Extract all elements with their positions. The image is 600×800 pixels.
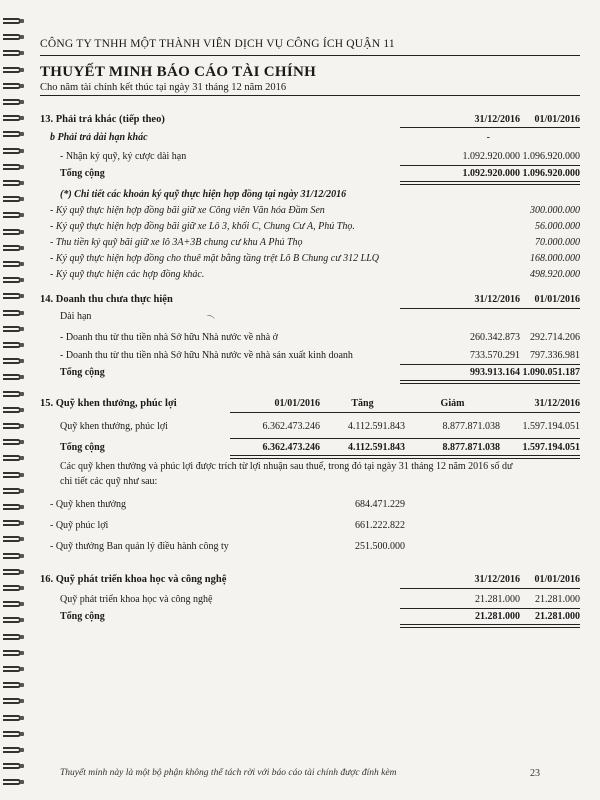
spiral-ring bbox=[3, 342, 21, 348]
fund-row bbox=[40, 518, 580, 533]
spiral-binding bbox=[0, 0, 26, 800]
detail-row bbox=[40, 203, 580, 218]
punch-hole bbox=[20, 554, 24, 558]
punch-hole bbox=[20, 262, 24, 266]
detail-row-value: 300.000.000 bbox=[530, 205, 580, 216]
punch-hole bbox=[20, 343, 24, 347]
detail-row bbox=[40, 267, 580, 282]
s14-header-row bbox=[40, 292, 580, 307]
spiral-ring bbox=[3, 553, 21, 559]
spiral-ring bbox=[3, 569, 21, 575]
s16-title: 16. Quỹ phát triển khoa học và công nghệ bbox=[40, 574, 227, 585]
spiral-ring bbox=[3, 472, 21, 478]
s13-col2-header: 01/01/2016 bbox=[534, 114, 580, 125]
spiral-ring bbox=[3, 180, 21, 186]
s15-header-rule bbox=[230, 412, 580, 413]
detail-row-label: - Ký quỹ thực hiện hợp đồng cho thuê mặt bằng tầng trệt Lô B Chung cư 312 LLQ bbox=[50, 253, 379, 264]
s16-header-row bbox=[40, 572, 580, 587]
detail-row-value: 168.000.000 bbox=[530, 253, 580, 264]
fund-row-value: 251.500.000 bbox=[355, 541, 405, 552]
s16-row-label: Quỹ phát triển khoa học và công nghệ bbox=[60, 594, 213, 605]
detail-row-value: 56.000.000 bbox=[535, 221, 580, 232]
punch-hole bbox=[20, 586, 24, 590]
spiral-ring bbox=[3, 310, 21, 316]
spiral-ring bbox=[3, 83, 21, 89]
detail-row-label: - Thu tiền ký quỹ bãi giữ xe lô 3A+3B chung cư khu A Phú Thọ bbox=[50, 237, 303, 248]
fund-row bbox=[40, 539, 580, 554]
spiral-ring bbox=[3, 455, 21, 461]
s15-total-v2: 4.112.591.843 bbox=[348, 442, 405, 453]
s16-total-double-rule bbox=[400, 624, 580, 628]
unearned-revenue-row-value: 797.336.981 bbox=[530, 350, 580, 361]
fund-row-value: 684.471.229 bbox=[355, 499, 405, 510]
spiral-ring bbox=[3, 18, 21, 24]
s15-note-text1: Các quỹ khen thưởng và phúc lợi được trích từ lợi nhuận sau thuế, trong đó tại ngày 31 tháng 12 năm 2016 số dư bbox=[60, 461, 513, 472]
company-name: CÔNG TY TNHH MỘT THÀNH VIÊN DỊCH VỤ CÔNG ÍCH QUẬN 11 bbox=[40, 38, 395, 50]
document-page bbox=[40, 38, 580, 628]
s13-total-double-rule bbox=[400, 181, 580, 185]
punch-hole bbox=[20, 84, 24, 88]
pen-mark: ⌒ bbox=[203, 313, 216, 327]
s15-total-row bbox=[40, 440, 580, 455]
footer-note: Thuyết minh này là một bộ phận không thể tách rời với báo cáo tài chính được đính kèm bbox=[60, 768, 397, 778]
detail-row-label: - Ký quỹ thực hiện hợp đồng bãi giữ xe Lô 3, khối C, Chung Cư A, Phú Thọ. bbox=[50, 221, 355, 232]
spiral-ring bbox=[3, 779, 21, 785]
fund-row-label: - Quỹ khen thưởng bbox=[50, 499, 126, 510]
punch-hole bbox=[20, 537, 24, 541]
punch-hole bbox=[20, 294, 24, 298]
s16-total-v2: 21.281.000 bbox=[535, 611, 580, 622]
punch-hole bbox=[20, 132, 24, 136]
punch-hole bbox=[20, 311, 24, 315]
spiral-ring bbox=[3, 212, 21, 218]
spiral-ring bbox=[3, 261, 21, 267]
s14-total-label: Tổng cộng bbox=[60, 367, 105, 378]
punch-hole bbox=[20, 424, 24, 428]
s14-sub-row bbox=[40, 309, 580, 324]
punch-hole bbox=[20, 505, 24, 509]
spiral-ring bbox=[3, 277, 21, 283]
s13-dash: - bbox=[486, 132, 490, 143]
punch-hole bbox=[20, 181, 24, 185]
spiral-ring bbox=[3, 358, 21, 364]
s14-total-row bbox=[40, 365, 580, 380]
punch-hole bbox=[20, 149, 24, 153]
detail-row-value: 70.000.000 bbox=[535, 237, 580, 248]
s13-total-v2: 1.096.920.000 bbox=[522, 168, 580, 179]
s14-title: 14. Doanh thu chưa thực hiện bbox=[40, 294, 173, 305]
spiral-ring bbox=[3, 99, 21, 105]
spiral-ring bbox=[3, 520, 21, 526]
spiral-ring bbox=[3, 115, 21, 121]
s13-row1 bbox=[40, 149, 580, 164]
s14-col2-header: 01/01/2016 bbox=[534, 294, 580, 305]
spiral-ring bbox=[3, 164, 21, 170]
spiral-ring bbox=[3, 131, 21, 137]
spiral-ring bbox=[3, 698, 21, 704]
spiral-ring bbox=[3, 747, 21, 753]
punch-hole bbox=[20, 100, 24, 104]
s15-row-v1: 6.362.473.246 bbox=[262, 421, 320, 432]
punch-hole bbox=[20, 213, 24, 217]
spiral-ring bbox=[3, 407, 21, 413]
s15-row-v4: 1.597.194.051 bbox=[522, 421, 580, 432]
s16-total-v1: 21.281.000 bbox=[475, 611, 520, 622]
spiral-ring bbox=[3, 617, 21, 623]
s15-row bbox=[40, 419, 580, 434]
punch-hole bbox=[20, 35, 24, 39]
punch-hole bbox=[20, 602, 24, 606]
detail-row bbox=[40, 251, 580, 266]
s16-total-label: Tổng cộng bbox=[60, 611, 105, 622]
s13-col1-header: 31/12/2016 bbox=[474, 114, 520, 125]
unearned-revenue-row-label: - Doanh thu từ thu tiền nhà Sở hữu Nhà nước về nhà sản xuất kinh doanh bbox=[60, 350, 353, 361]
spiral-ring bbox=[3, 634, 21, 640]
spiral-ring bbox=[3, 326, 21, 332]
s15-col-closing: 31/12/2016 bbox=[534, 398, 580, 409]
punch-hole bbox=[20, 327, 24, 331]
s16-row-v2: 21.281.000 bbox=[535, 594, 580, 605]
s13-row1-v1: 1.092.920.000 bbox=[462, 151, 520, 162]
spiral-ring bbox=[3, 682, 21, 688]
s16-row bbox=[40, 592, 580, 607]
s13-detail-title: (*) Chi tiết các khoản ký quỹ thực hiện hợp đồng tại ngày 31/12/2016 bbox=[60, 189, 347, 200]
spiral-ring bbox=[3, 715, 21, 721]
fund-row-label: - Quỹ phúc lợi bbox=[50, 520, 109, 531]
spiral-ring bbox=[3, 374, 21, 380]
punch-hole bbox=[20, 375, 24, 379]
s16-total-row bbox=[40, 609, 580, 624]
fund-row-label: - Quỹ thưởng Ban quản lý điều hành công ty bbox=[50, 541, 229, 552]
s16-header-rule bbox=[400, 588, 580, 589]
header-rule bbox=[40, 55, 580, 56]
unearned-revenue-row-value: 260.342.873 bbox=[470, 332, 520, 343]
spiral-ring bbox=[3, 650, 21, 656]
s13-sub-row bbox=[40, 130, 580, 145]
punch-hole bbox=[20, 473, 24, 477]
spiral-ring bbox=[3, 439, 21, 445]
s16-row-v1: 21.281.000 bbox=[475, 594, 520, 605]
spiral-ring bbox=[3, 601, 21, 607]
s13-header-rule bbox=[400, 127, 580, 128]
punch-hole bbox=[20, 716, 24, 720]
unearned-revenue-row-value: 292.714.206 bbox=[530, 332, 580, 343]
punch-hole bbox=[20, 456, 24, 460]
punch-hole bbox=[20, 699, 24, 703]
punch-hole bbox=[20, 68, 24, 72]
s13-details-list bbox=[40, 203, 580, 282]
s14-total-double-rule bbox=[400, 380, 580, 384]
s14-total-v1: 993.913.164 bbox=[470, 367, 520, 378]
spiral-ring bbox=[3, 731, 21, 737]
punch-hole bbox=[20, 359, 24, 363]
spiral-ring bbox=[3, 763, 21, 769]
s15-col-opening: 01/01/2016 bbox=[274, 398, 320, 409]
s16-col1-header: 31/12/2016 bbox=[474, 574, 520, 585]
document-subtitle: Cho năm tài chính kết thúc tại ngày 31 tháng 12 năm 2016 bbox=[40, 82, 287, 93]
s14-total-v2: 1.090.051.187 bbox=[522, 367, 580, 378]
unearned-revenue-row bbox=[40, 330, 580, 345]
punch-hole bbox=[20, 230, 24, 234]
punch-hole bbox=[20, 392, 24, 396]
s13-row1-v2: 1.096.920.000 bbox=[522, 151, 580, 162]
unearned-revenue-row bbox=[40, 348, 580, 363]
s15-row-v2: 4.112.591.843 bbox=[347, 421, 405, 432]
detail-row bbox=[40, 219, 580, 234]
spiral-ring bbox=[3, 536, 21, 542]
s13-total-v1: 1.092.920.000 bbox=[462, 168, 520, 179]
s15-subtotal-rule bbox=[230, 438, 580, 439]
unearned-revenue-row-value: 733.570.291 bbox=[470, 350, 520, 361]
punch-hole bbox=[20, 246, 24, 250]
s15-title: 15. Quỹ khen thưởng, phúc lợi bbox=[40, 398, 177, 409]
spiral-ring bbox=[3, 67, 21, 73]
s13-header-row bbox=[40, 112, 580, 127]
s15-note-text2: chi tiết các quỹ như sau: bbox=[60, 476, 158, 487]
punch-hole bbox=[20, 618, 24, 622]
unearned-revenue-row-label: - Doanh thu từ thu tiền nhà Sở hữu Nhà nước về nhà ở bbox=[60, 332, 278, 343]
s13-title: 13. Phải trả khác (tiếp theo) bbox=[40, 114, 165, 125]
s15-note-line2 bbox=[40, 474, 580, 489]
s15-col-increase: Tăng bbox=[351, 398, 374, 409]
punch-hole bbox=[20, 165, 24, 169]
spiral-ring bbox=[3, 391, 21, 397]
detail-row-value: 498.920.000 bbox=[530, 269, 580, 280]
s13-detail-title-row bbox=[40, 187, 580, 202]
spiral-ring bbox=[3, 50, 21, 56]
page-number: 23 bbox=[530, 768, 540, 779]
s15-col-decrease: Giảm bbox=[440, 398, 465, 409]
punch-hole bbox=[20, 732, 24, 736]
fund-row-value: 661.222.822 bbox=[355, 520, 405, 531]
spiral-ring bbox=[3, 148, 21, 154]
detail-row bbox=[40, 235, 580, 250]
s15-note-line1 bbox=[40, 459, 580, 474]
spiral-ring bbox=[3, 229, 21, 235]
spiral-ring bbox=[3, 585, 21, 591]
s13-sub-b: b Phải trả dài hạn khác bbox=[50, 132, 148, 143]
spiral-ring bbox=[3, 293, 21, 299]
s14-rows bbox=[40, 330, 580, 363]
s15-total-v4: 1.597.194.051 bbox=[522, 442, 580, 453]
punch-hole bbox=[20, 748, 24, 752]
document-title: THUYẾT MINH BÁO CÁO TÀI CHÍNH bbox=[40, 64, 317, 80]
spiral-ring bbox=[3, 34, 21, 40]
s15-total-label: Tổng cộng bbox=[60, 442, 105, 453]
punch-hole bbox=[20, 440, 24, 444]
punch-hole bbox=[20, 764, 24, 768]
punch-hole bbox=[20, 278, 24, 282]
s15-row-label: Quỹ khen thưởng, phúc lợi bbox=[60, 421, 168, 432]
detail-row-label: - Ký quỹ thực hiện các hợp đồng khác. bbox=[50, 269, 205, 280]
punch-hole bbox=[20, 116, 24, 120]
spiral-ring bbox=[3, 196, 21, 202]
fund-row bbox=[40, 497, 580, 512]
s13-total-label: Tổng cộng bbox=[60, 168, 105, 179]
s14-sub: Dài hạn bbox=[60, 311, 92, 322]
punch-hole bbox=[20, 635, 24, 639]
punch-hole bbox=[20, 408, 24, 412]
s15-header-row bbox=[40, 396, 580, 411]
punch-hole bbox=[20, 51, 24, 55]
s15-total-v1: 6.362.473.246 bbox=[262, 442, 320, 453]
punch-hole bbox=[20, 780, 24, 784]
s13-row1-label: - Nhận ký quỹ, ký cược dài hạn bbox=[60, 151, 187, 162]
punch-hole bbox=[20, 19, 24, 23]
s15-total-v3: 8.877.871.038 bbox=[442, 442, 500, 453]
spiral-ring bbox=[3, 666, 21, 672]
punch-hole bbox=[20, 197, 24, 201]
detail-row-label: - Ký quỹ thực hiện hợp đồng bãi giữ xe Công viên Văn hóa Đầm Sen bbox=[50, 205, 325, 216]
s15-funds-list bbox=[40, 497, 580, 554]
s14-col1-header: 31/12/2016 bbox=[474, 294, 520, 305]
spiral-ring bbox=[3, 423, 21, 429]
spiral-ring bbox=[3, 504, 21, 510]
punch-hole bbox=[20, 489, 24, 493]
punch-hole bbox=[20, 667, 24, 671]
punch-hole bbox=[20, 683, 24, 687]
punch-hole bbox=[20, 521, 24, 525]
spiral-ring bbox=[3, 245, 21, 251]
punch-hole bbox=[20, 651, 24, 655]
s15-row-v3: 8.877.871.038 bbox=[442, 421, 500, 432]
s16-col2-header: 01/01/2016 bbox=[534, 574, 580, 585]
spiral-ring bbox=[3, 488, 21, 494]
punch-hole bbox=[20, 570, 24, 574]
s13-total-row bbox=[40, 166, 580, 181]
